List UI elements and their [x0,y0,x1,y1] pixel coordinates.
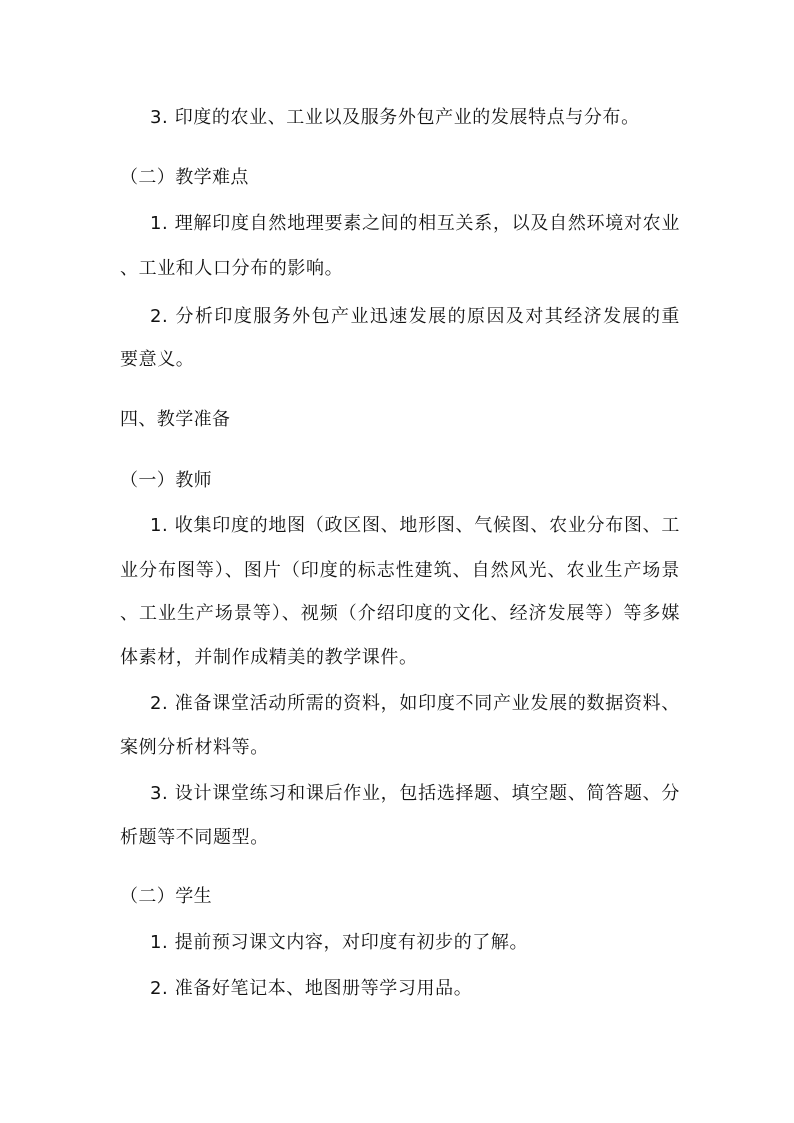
difficulty-2-line1: 2. 分析印度服务外包产业迅速发展的原因及对其经济发展的重 [150,306,680,327]
student-heading: （二）学生 [120,886,212,907]
teacher-3-line2: 析题等不同题型。 [120,827,269,848]
teacher-1-line3: 、工业生产场景等）、视频（介绍印度的文化、经济发展等）等多媒 [120,603,680,624]
teacher-3-line1: 3. 设计课堂练习和课后作业，包括选择题、填空题、简答题、分 [150,783,680,804]
teacher-1-line4: 体素材，并制作成精美的教学课件。 [120,647,418,668]
difficulty-heading: （二）教学难点 [120,167,249,188]
difficulty-1-line1: 1. 理解印度自然地理要素之间的相互关系，以及自然环境对农业 [150,213,680,234]
difficulty-2-line2: 要意义。 [120,349,195,370]
teacher-2-line2: 案例分析材料等。 [120,737,269,758]
teacher-2-line1: 2. 准备课堂活动所需的资料，如印度不同产业发展的数据资料、 [150,693,680,714]
teacher-1-line1: 1. 收集印度的地图（政区图、地形图、气候图、农业分布图、工 [150,515,680,536]
student-item-2: 2. 准备好笔记本、地图册等学习用品。 [150,978,473,999]
difficulty-1-line2: 、工业和人口分布的影响。 [120,258,344,279]
teacher-1-line2: 业分布图等）、图片（印度的标志性建筑、自然风光、农业生产场景 [120,560,680,581]
student-item-1: 1. 提前预习课文内容，对印度有初步的了解。 [150,932,529,953]
focus-item-3: 3. 印度的农业、工业以及服务外包产业的发展特点与分布。 [150,107,640,128]
section-4-heading: 四、教学准备 [120,409,231,430]
teacher-heading: （一）教师 [120,470,212,491]
